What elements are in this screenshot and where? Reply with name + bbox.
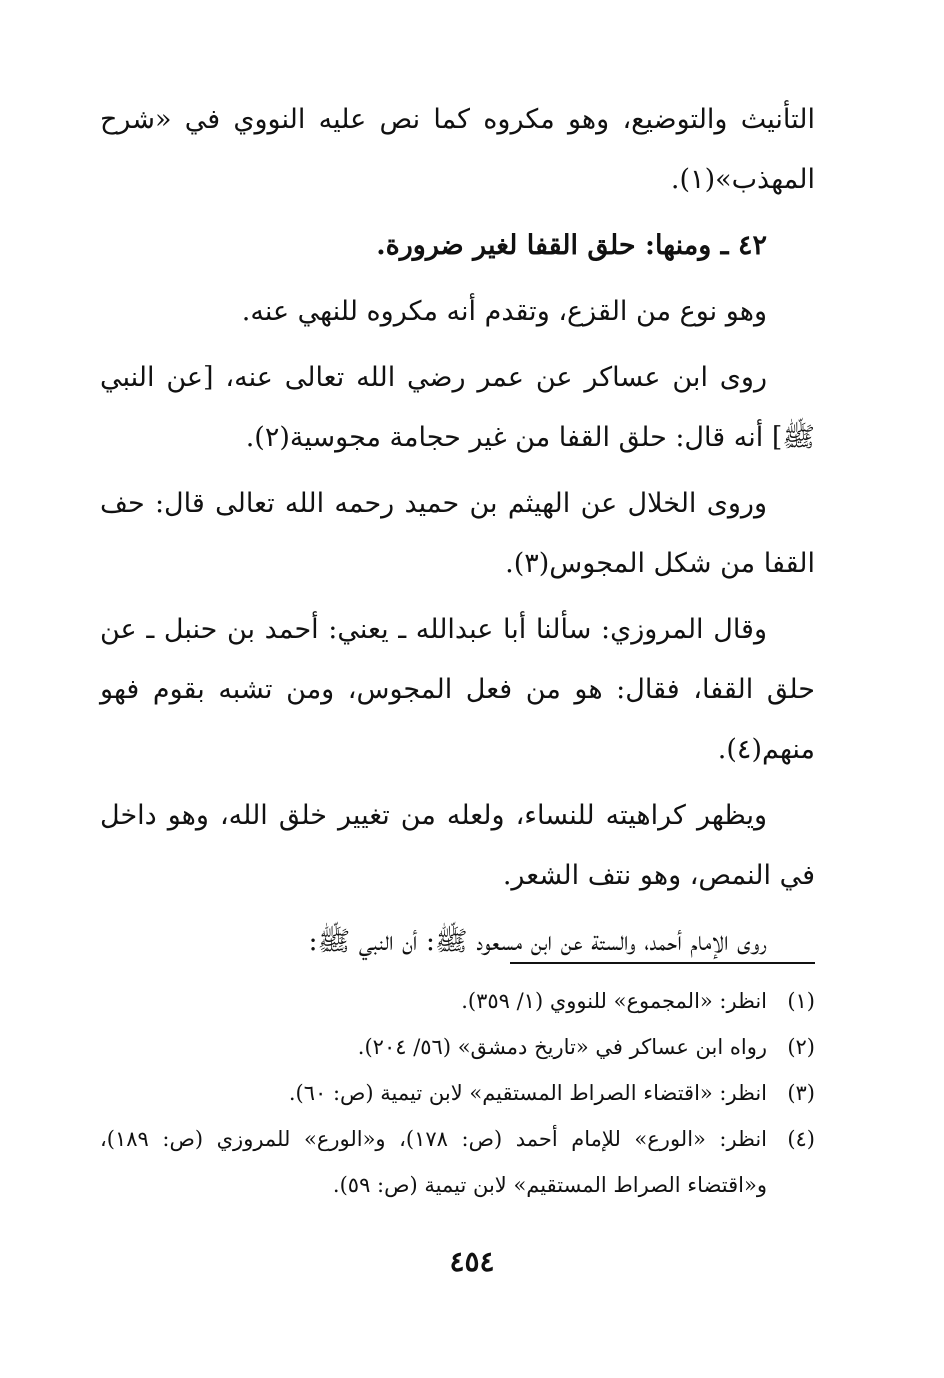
paragraph-1: التأنيث والتوضيع، وهو مكروه كما نص عليه النووي في «شرح المهذب»(١). — [100, 104, 815, 195]
page-number: ٤٥٤ — [449, 1245, 495, 1278]
footnote-text: رواه ابن عساكر في «تاريخ دمشق» (٥٦/ ٢٠٤). — [357, 1035, 767, 1059]
footnote-number: (١) — [787, 989, 815, 1013]
footnote-4 — [100, 1116, 815, 1208]
paragraph-5: وقال المروزي: سألنا أبا عبدالله ـ يعني: أحمد بن حنبل ـ عن حلق القفا، فقال: هو من فعل المجوس، ومن تشبه بقوم فهو منهم(٤). — [100, 614, 815, 765]
paragraph-4: وروى الخلال عن الهيثم بن حميد رحمه الله تعالى قال: حف القفا من شكل المجوس(٣). — [100, 488, 815, 579]
paragraph-6: ويظهر كراهيته للنساء، ولعله من تغيير خلق الله، وهو داخل في النمص، وهو نتف الشعر. — [100, 800, 815, 891]
footnote-1 — [100, 978, 815, 1024]
footnote-separator — [510, 962, 815, 964]
footnote-number: (٣) — [787, 1081, 815, 1105]
paragraph-7: روى الإمام أحمد، والستة عن ابن مسعود ﷺ: أن النبي ﷺ: — [308, 926, 767, 957]
main-text — [100, 90, 815, 972]
footnote-number: (٤) — [787, 1127, 815, 1151]
footnotes — [100, 978, 815, 1208]
footnote-text: انظر: «الورع» للإمام أحمد (ص: ١٧٨)، و«الورع» للمروزي (ص: ١٨٩)، و«اقتضاء الصراط المستقيم» لابن تيمية (ص: ٥٩). — [100, 1127, 768, 1197]
section-heading: ٤٢ ـ ومنها: حلق القفا لغير ضرورة. — [376, 230, 767, 261]
footnote-2 — [100, 1024, 815, 1070]
footnote-number: (٢) — [787, 1035, 815, 1059]
footnote-text: انظر: «اقتضاء الصراط المستقيم» لابن تيمية (ص: ٦٠). — [288, 1081, 767, 1105]
footnote-text: انظر: «المجموع» للنووي (١/ ٣٥٩). — [461, 989, 767, 1013]
footnote-3 — [100, 1070, 815, 1116]
paragraph-3: روى ابن عساكر عن عمر رضي الله تعالى عنه، [عن النبي ﷺ] أنه قال: حلق القفا من غير حجامة مجوسية(٢). — [100, 362, 815, 453]
paragraph-2: وهو نوع من القزع، وتقدم أنه مكروه للنهي عنه. — [241, 296, 767, 327]
